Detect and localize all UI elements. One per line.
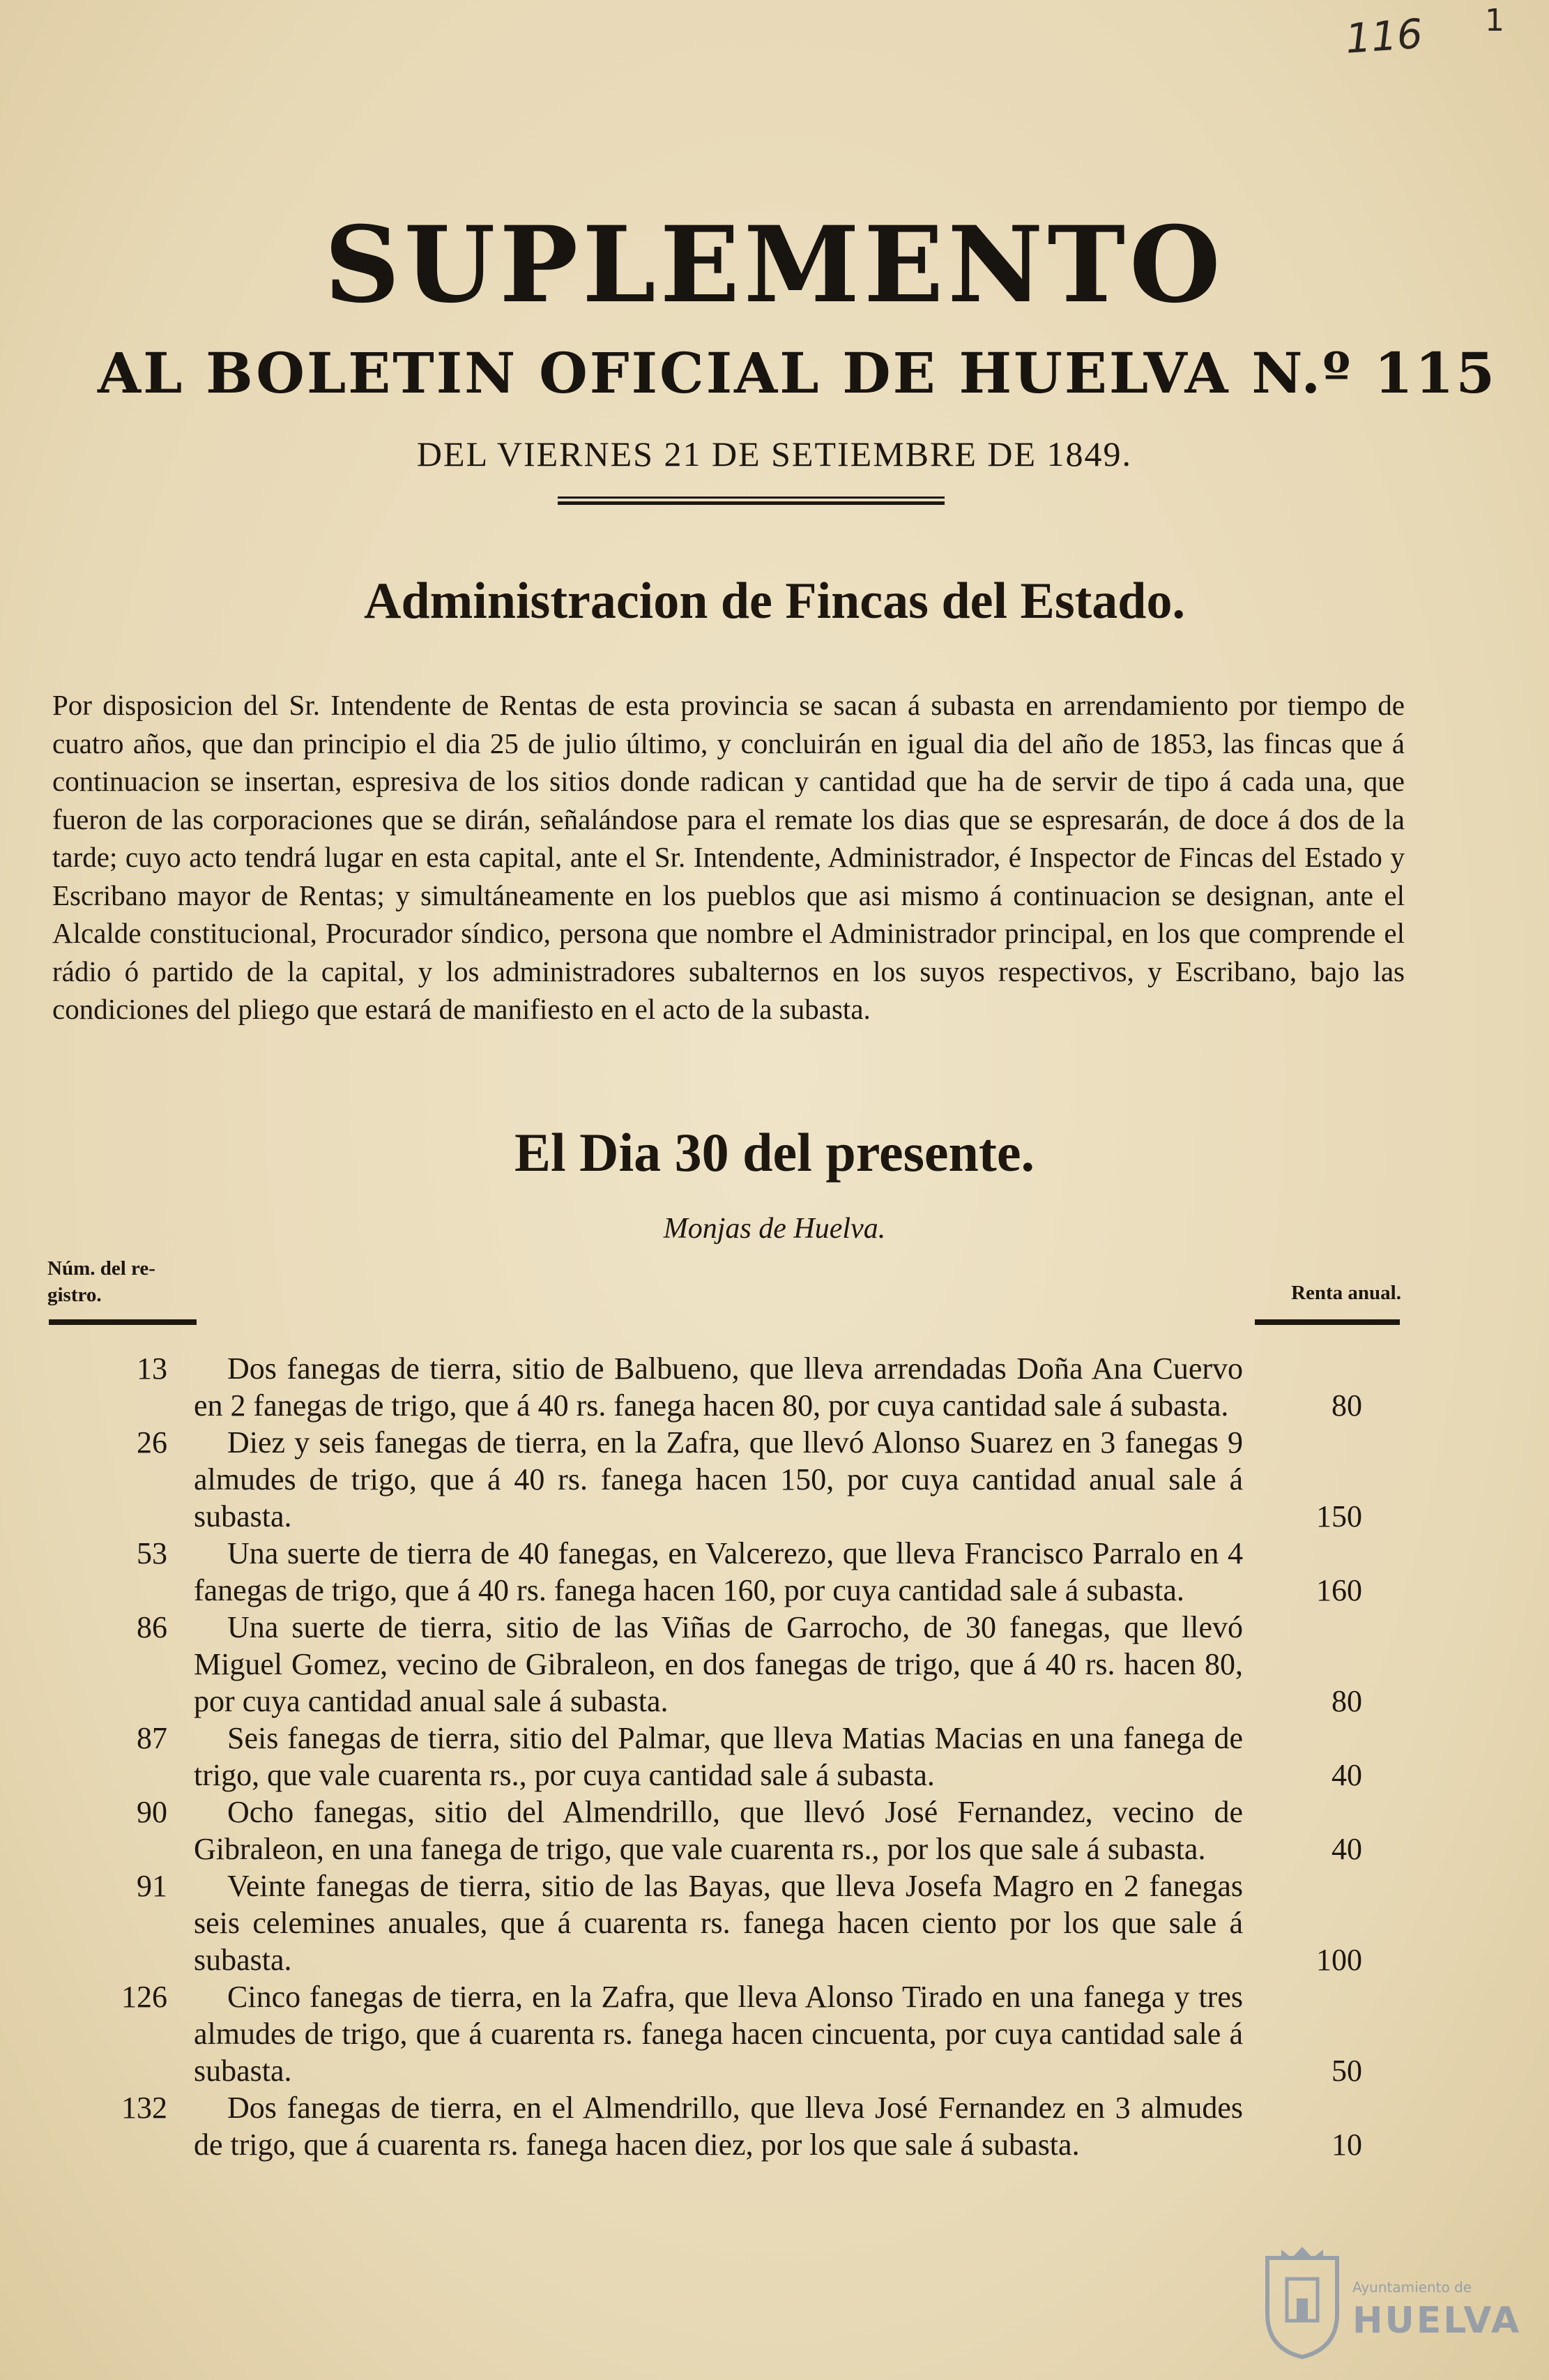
- listing-entry: [0, 1350, 1549, 1424]
- annual-rent: 160: [1316, 1573, 1362, 1607]
- watermark-name: HUELVA: [1352, 2300, 1522, 2342]
- column-rule-left: [49, 1319, 197, 1325]
- annual-rent: 50: [1331, 2054, 1362, 2088]
- entry-description: Seis fanegas de tierra, sitio del Palmar, que lleva Matias Macias en una fanega de trigo, que vale cuarenta rs., por cuya cantidad sale á subasta.: [194, 1721, 1243, 1792]
- registry-number: 126: [121, 1980, 167, 2014]
- listing-entry: [0, 1867, 1549, 1978]
- entry-description: Veinte fanegas de tierra, sitio de las Bayas, que lleva Josefa Magro en 2 fanegas seis celemines anuales, que á cuarenta rs. fanega hacen ciento por los que sale á subasta.: [194, 1869, 1243, 1977]
- column-rule-right: [1255, 1319, 1400, 1325]
- issue-date: DEL VIERNES 21 DE SETIEMBRE DE 1849.: [416, 434, 1133, 473]
- registry-number: 26: [137, 1425, 167, 1460]
- registry-number: 86: [137, 1610, 167, 1644]
- listing-entry: [0, 2089, 1549, 2163]
- registry-number: 90: [137, 1795, 167, 1829]
- folio-number: 116: [1343, 10, 1424, 63]
- registry-number: 53: [137, 1536, 167, 1570]
- section-title: Administracion de Fincas del Estado.: [364, 573, 1185, 630]
- watermark-caption: Ayuntamiento de: [1352, 2279, 1472, 2296]
- annual-rent: 100: [1316, 1943, 1362, 1977]
- listing-entry: [0, 1535, 1549, 1609]
- column-header-rent: Renta anual.: [1291, 1282, 1401, 1304]
- entry-description: Una suerte de tierra, sitio de las Viñas de Garrocho, de 30 fanegas, que llevó Miguel Gomez, vecino de Gibraleon, en dos fanegas de trigo, que á 40 rs. hacen 80, por cuya cantidad anual sale á subasta.: [194, 1610, 1243, 1718]
- entry-description: Una suerte de tierra de 40 fanegas, en Valcerezo, que lleva Francisco Parralo en 4 fanegas de trigo, que á 40 rs. fanega hacen 160, por cuya cantidad sale á subasta.: [194, 1536, 1243, 1607]
- bulletin-subtitle: AL BOLETIN OFICIAL DE HUELVA N.º 115: [98, 340, 1497, 406]
- annual-rent: 10: [1331, 2128, 1362, 2162]
- annual-rent: 80: [1331, 1388, 1362, 1423]
- supplement-title: SUPLEMENTO: [324, 204, 1225, 326]
- listing-entry: [0, 1424, 1549, 1535]
- registry-number: 91: [137, 1869, 167, 1903]
- entry-description: Diez y seis fanegas de tierra, en la Zafra, que llevó Alonso Suarez en 3 fanegas 9 almudes de trigo, que á 40 rs. fanega hacen 150, por cuya cantidad anual sale á subasta.: [194, 1425, 1243, 1533]
- listing-entries: [0, 1350, 1549, 2163]
- entry-description: Cinco fanegas de tierra, en la Zafra, que lleva Alonso Tirado en una fanega y tres almudes de trigo, que á cuarenta rs. fanega hacen cincuenta, por cuya cantidad sale á subasta.: [194, 1980, 1243, 2088]
- auction-day-title: El Dia 30 del presente.: [514, 1122, 1035, 1183]
- annual-rent: 40: [1331, 1758, 1362, 1792]
- listing-entry: [0, 1978, 1549, 2089]
- annual-rent: 150: [1316, 1499, 1362, 1533]
- entry-description: Ocho fanegas, sitio del Almendrillo, que llevó José Fernandez, vecino de Gibraleon, en una fanega de trigo, que vale cuarenta rs., por los que sale á subasta.: [194, 1795, 1243, 1866]
- listing-entry: [0, 1609, 1549, 1720]
- announcement-paragraph: Por disposicion del Sr. Intendente de Rentas de esta provincia se sacan á subasta en arrendamiento por tiempo de cuatro años, que dan principio el dia 25 de julio último, y concluirán en igual dia del año de 1853, las fincas que á continuacion se insertan, espresiva de los sitios donde radican y cantidad que ha de servir de tipo á cada una, que fueron de las corporaciones que se dirán, señalándose para el remate los dias que se espresarán, de doce á dos de la tarde; cuyo acto tendrá lugar en esta capital, ante el Sr. Intendente, Administrador, é Inspector de Fincas del Estado y Escribano mayor de Rentas; y simultáneamente en los pueblos que asi mismo á continuacion se designan, ante el Alcalde constitucional, Procurador síndico, persona que nombre el Administrador principal, en los que comprende el rádio ó partido de la capital, y los administradores subalternos en los suyos respectivos, y Escribano, bajo las condiciones del pliego que estará de manifiesto en el acto de la subasta.: [52, 689, 1405, 1025]
- folio-mark: 1: [1485, 3, 1504, 38]
- header-divider: [558, 497, 945, 505]
- coat-of-arms-icon: [1260, 2244, 1344, 2359]
- annual-rent: 40: [1331, 1832, 1362, 1866]
- listing-entry: [0, 1720, 1549, 1794]
- registry-number: 132: [121, 2091, 167, 2125]
- column-header-registry: Núm. del re- gistro.: [47, 1257, 155, 1306]
- registry-number: 87: [137, 1721, 167, 1755]
- entry-description: Dos fanegas de tierra, en el Almendrillo, que lleva José Fernandez en 3 almudes de trigo, que á cuarenta rs. fanega hacen diez, por los que sale á subasta.: [194, 2091, 1243, 2162]
- entry-description: Dos fanegas de tierra, sitio de Balbueno, que lleva arrendadas Doña Ana Cuervo en 2 fanegas de trigo, que á 40 rs. fanega hacen 80, por cuya cantidad sale á subasta.: [194, 1351, 1243, 1423]
- archive-watermark: [1255, 2238, 1520, 2364]
- property-owner: Monjas de Huelva.: [663, 1213, 886, 1245]
- annual-rent: 80: [1331, 1684, 1362, 1718]
- registry-number: 13: [137, 1351, 167, 1386]
- listing-entry: [0, 1794, 1549, 1867]
